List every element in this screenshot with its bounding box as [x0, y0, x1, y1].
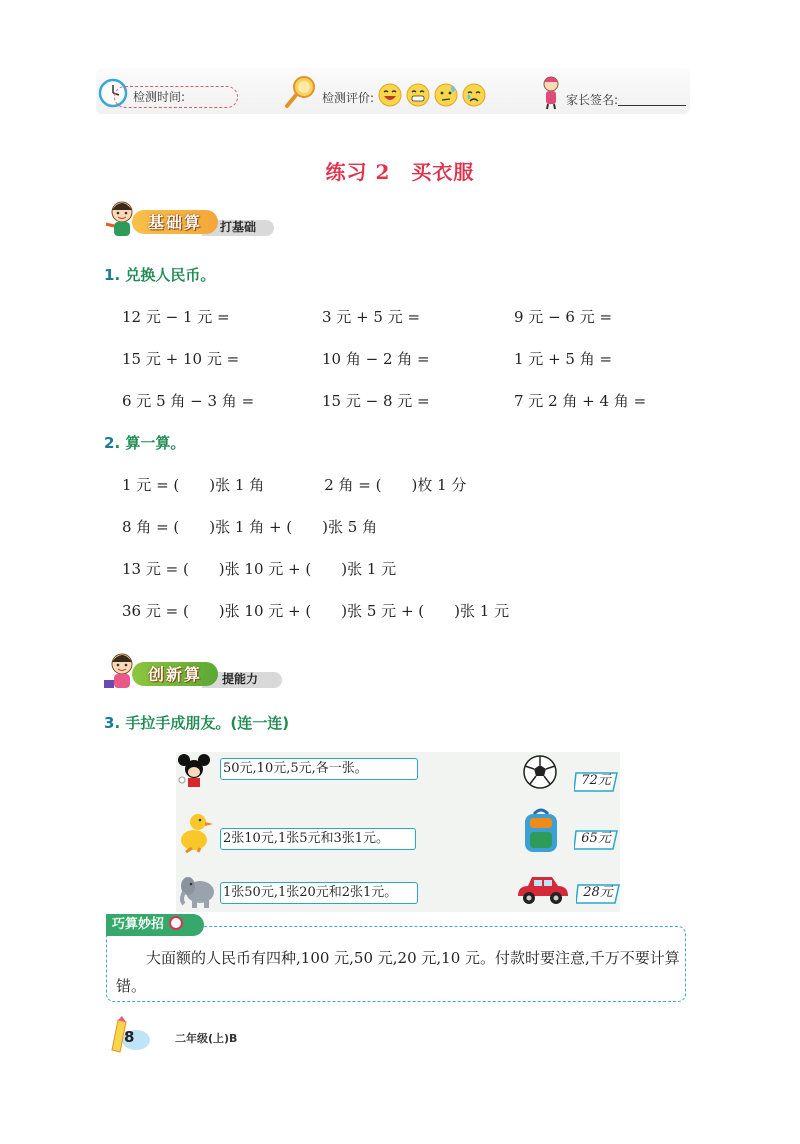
elephant-icon [178, 872, 218, 910]
question-3-text: . 手拉手成朋友。(连一连) [114, 714, 290, 732]
page-title: 练习 2 买衣服 [325, 160, 475, 184]
q1-item: 15 元 + 10 元 = [122, 350, 240, 368]
tip-label [106, 914, 204, 936]
kid-icon [102, 650, 142, 692]
q1-item: 7 元 2 角 + 4 角 = [514, 392, 647, 410]
q1-item: 1 元 + 5 角 = [514, 350, 613, 368]
q2-item: 1 元 = ( )张 1 角 2 角 = ( )枚 1 分 [122, 476, 467, 494]
mickey-icon [176, 752, 212, 792]
parent-sign-label: 家长签名: [566, 93, 619, 107]
question-1-text: . 兑换人民币。 [114, 266, 216, 284]
question-3-number: 3 [104, 714, 115, 732]
check-time-field[interactable] [114, 86, 238, 108]
check-time-label: 检测时间: [133, 90, 186, 104]
q1-item: 9 元 − 6 元 = [514, 308, 613, 326]
parent-sign-line[interactable] [618, 105, 686, 106]
q1-item: 15 元 − 8 元 = [322, 392, 430, 410]
price-text: 65元 [581, 831, 611, 846]
soccer-ball-icon [522, 754, 558, 790]
alarm-clock-icon [169, 916, 183, 930]
innovative-calc-title: 创新算 [148, 665, 203, 684]
grinning-face-icon [406, 83, 430, 107]
question-2-text: . 算一算。 [114, 434, 186, 452]
question-3-heading [104, 712, 289, 733]
worried-face-icon [434, 83, 458, 107]
magnifier-icon [284, 74, 318, 110]
price-tag[interactable] [576, 884, 620, 904]
money-combo-box[interactable]: 2张10元,1张5元和3张1元。 [220, 828, 416, 850]
question-1-heading [104, 264, 215, 285]
basic-calc-tag: 打基础 [220, 220, 257, 234]
duck-icon [178, 812, 214, 856]
crying-face-icon [462, 83, 486, 107]
price-tag[interactable] [574, 830, 618, 850]
basic-calc-title: 基础算 [148, 213, 203, 232]
q1-item: 3 元 + 5 元 = [322, 308, 421, 326]
question-2-heading [104, 432, 185, 453]
check-eval-label: 检测评价: [322, 91, 375, 105]
q2-item: 36 元 = ( )张 10 元 + ( )张 5 元 + ( )张 1 元 [122, 602, 510, 620]
tip-text: 大面额的人民币有四种,100 元,50 元,20 元,10 元。付款时要注意,千万不要计算错。 [116, 949, 680, 995]
basic-calc-banner [102, 204, 274, 236]
price-text: 72元 [581, 773, 611, 788]
innovative-calc-banner [102, 656, 282, 688]
question-1-number: 1 [104, 266, 115, 284]
page-number: 8 [124, 1028, 135, 1046]
price-text: 28元 [583, 885, 613, 900]
grade-label: 二年级(上)B [175, 1032, 238, 1045]
laughing-face-icon [378, 83, 402, 107]
money-combo-box[interactable]: 1张50元,1张20元和2张1元。 [220, 882, 418, 904]
q1-item: 6 元 5 角 − 3 角 = [122, 392, 255, 410]
q1-item: 10 角 − 2 角 = [322, 350, 430, 368]
backpack-icon [520, 808, 562, 856]
girl-icon [538, 74, 564, 110]
q2-item: 8 角 = ( )张 1 角 + ( )张 5 角 [122, 518, 378, 536]
price-tag[interactable] [574, 772, 618, 792]
question-2-number: 2 [104, 434, 115, 452]
q2-item: 13 元 = ( )张 10 元 + ( )张 1 元 [122, 560, 397, 578]
innovative-calc-tag: 提能力 [222, 672, 259, 686]
money-combo-box[interactable]: 50元,10元,5元,各一张。 [220, 758, 418, 780]
kid-icon [102, 198, 142, 240]
toy-car-icon [514, 872, 570, 908]
tip-label-text: 巧算妙招 [112, 917, 165, 932]
q1-item: 12 元 − 1 元 = [122, 308, 230, 326]
